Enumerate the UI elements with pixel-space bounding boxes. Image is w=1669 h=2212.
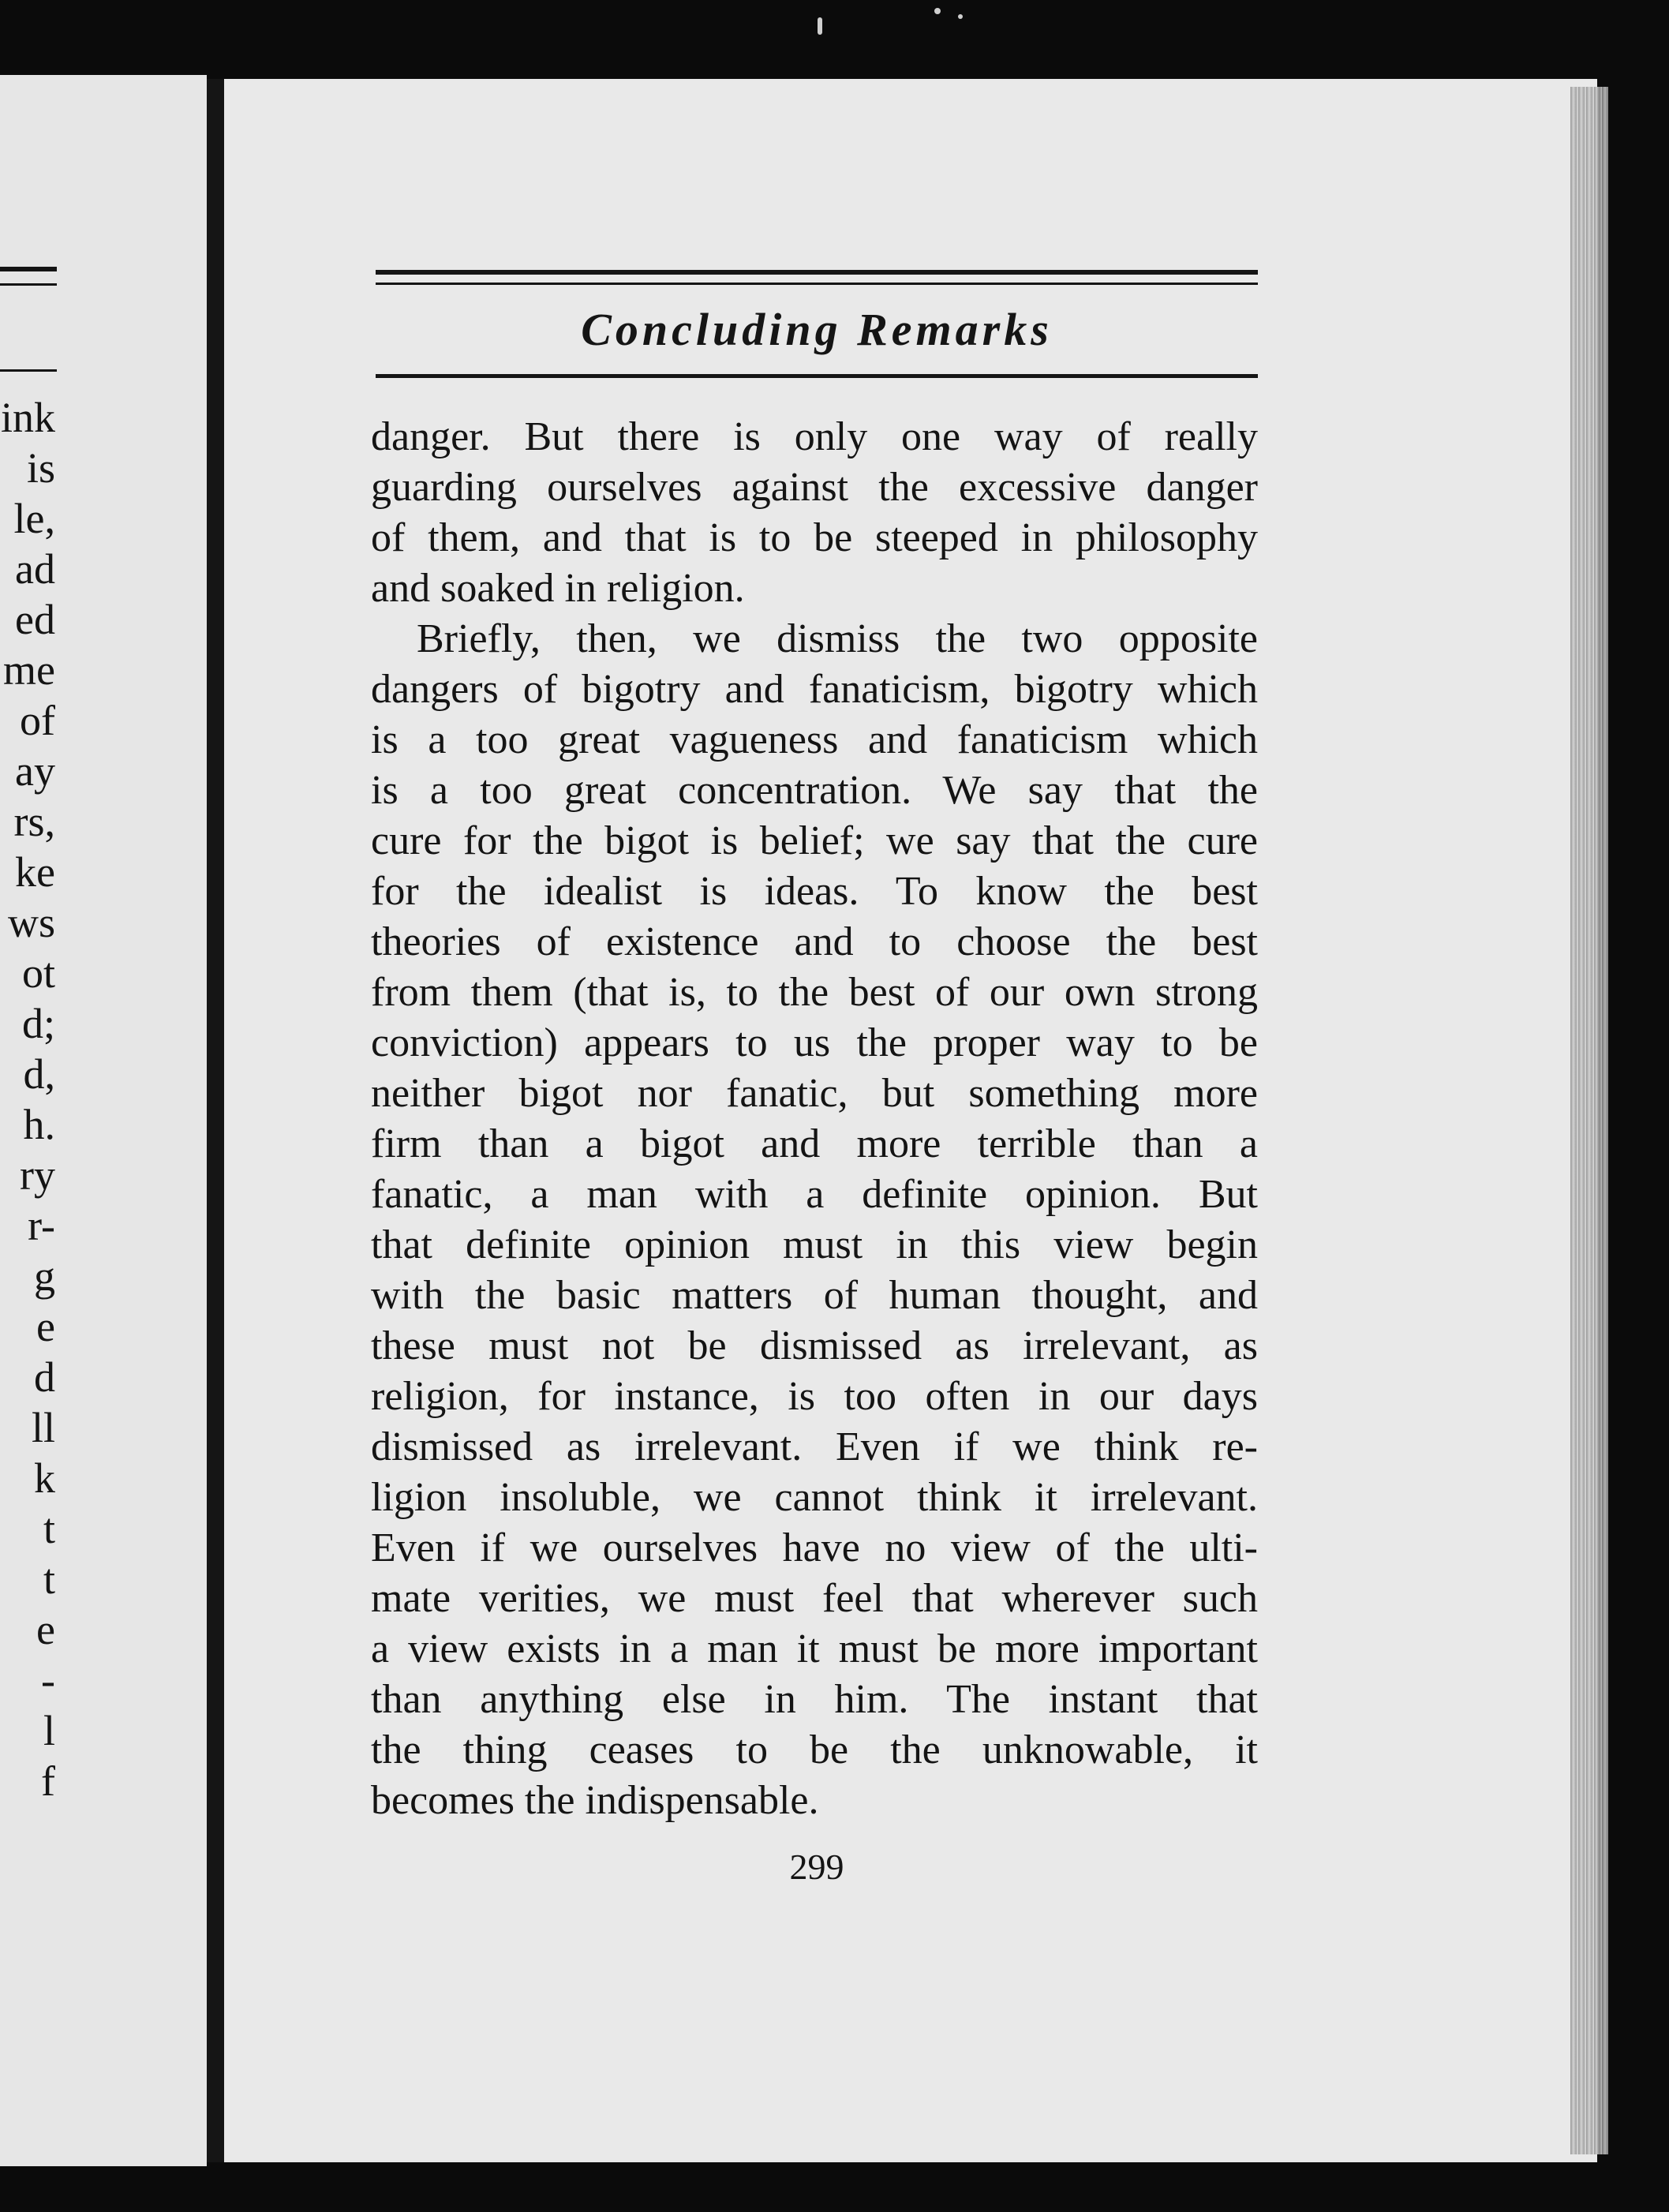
page-number: 299 (789, 1847, 844, 1887)
facing-page-line: - (41, 1656, 55, 1704)
page-edge-shadow (1570, 87, 1608, 2154)
facing-page-line: ry (20, 1151, 55, 1199)
facing-page-header-underline (0, 369, 57, 372)
text-line: of them, and that is to be steeped in philosophy (371, 515, 1258, 560)
facing-page-line: ot (21, 949, 55, 997)
text-line: ligion insoluble, we cannot think it irrelevant. (371, 1475, 1258, 1520)
book-gutter (207, 79, 224, 2162)
facing-page-line: ed (15, 596, 55, 643)
text-line: cure for the bigot is belief; we say that the cure (371, 818, 1258, 863)
facing-page-line: of (20, 697, 55, 744)
header-double-rule (376, 270, 1258, 285)
facing-page-line: is (26, 444, 55, 492)
text-line: with the basic matters of human thought, and (371, 1273, 1258, 1318)
facing-page-line: ad (15, 545, 55, 593)
text-line: Even if we ourselves have no view of the ulti- (371, 1525, 1258, 1570)
facing-page-line: ay (15, 747, 55, 795)
text-line: and soaked in religion. (371, 566, 745, 611)
text-line: dangers of bigotry and fanaticism, bigotry which (371, 667, 1258, 712)
facing-page-line: h. (23, 1101, 55, 1148)
facing-page-line: l (43, 1707, 55, 1754)
facing-page-line: t (43, 1505, 55, 1552)
facing-page-line: ll (31, 1404, 55, 1451)
text-line: than anything else in him. The instant that (371, 1677, 1258, 1722)
facing-page-line: ke (15, 848, 55, 896)
text-line: from them (that is, to the best of our own strong (371, 970, 1258, 1015)
text-line: dismissed as irrelevant. Even if we think re- (371, 1424, 1258, 1469)
facing-page-line: t (43, 1555, 55, 1603)
running-head: Concluding Remarks (581, 304, 1053, 355)
scan-speck (958, 14, 963, 19)
facing-page-line: rs, (13, 798, 55, 845)
text-line: religion, for instance, is too often in our days (371, 1374, 1258, 1419)
facing-page-line: d; (21, 1000, 55, 1047)
facing-page-line: e (36, 1303, 55, 1350)
facing-page-line: f (41, 1757, 55, 1805)
text-line: guarding ourselves against the excessive danger (371, 465, 1258, 510)
text-line: the thing ceases to be the unknowable, it (371, 1727, 1258, 1772)
facing-page (0, 75, 207, 2166)
facing-page-header-rule (0, 267, 57, 286)
facing-page-line: me (3, 646, 55, 694)
text-line: that definite opinion must in this view begin (371, 1222, 1258, 1267)
text-line: theories of existence and to choose the best (371, 919, 1258, 964)
facing-page-text-fragments (0, 392, 55, 1806)
facing-page-line: e (36, 1606, 55, 1653)
facing-page-line: d (34, 1353, 55, 1401)
text-line: a view exists in a man it must be more important (371, 1626, 1258, 1671)
facing-page-line: d, (23, 1050, 55, 1098)
facing-page-line: g (34, 1252, 55, 1300)
text-line: is a too great concentration. We say that the (371, 768, 1258, 813)
facing-page-line: ink (0, 394, 55, 441)
text-line: Briefly, then, we dismiss the two opposite (417, 616, 1258, 661)
paragraph (371, 412, 1258, 614)
paragraph (371, 614, 1258, 1826)
text-line: becomes the indispensable. (371, 1778, 819, 1823)
text-line: fanatic, a man with a definite opinion. But (371, 1172, 1258, 1217)
text-line: is a too great vagueness and fanaticism which (371, 717, 1258, 762)
scan-speck (818, 17, 822, 35)
facing-page-line: r- (28, 1202, 55, 1249)
text-line: danger. But there is only one way of really (371, 414, 1258, 459)
text-line: mate verities, we must feel that wherever such (371, 1576, 1258, 1621)
text-line: these must not be dismissed as irrelevant, as (371, 1323, 1258, 1368)
header-underline (376, 374, 1258, 378)
text-line: neither bigot nor fanatic, but something more (371, 1071, 1258, 1116)
facing-page-line: ws (7, 899, 55, 946)
facing-page-line: le, (13, 495, 55, 542)
text-line: conviction) appears to us the proper way to be (371, 1020, 1258, 1065)
scan-speck (934, 8, 941, 14)
text-line: for the idealist is ideas. To know the best (371, 869, 1258, 914)
text-line: firm than a bigot and more terrible than a (371, 1121, 1258, 1166)
facing-page-line: k (34, 1454, 55, 1502)
body-text (371, 412, 1258, 1826)
